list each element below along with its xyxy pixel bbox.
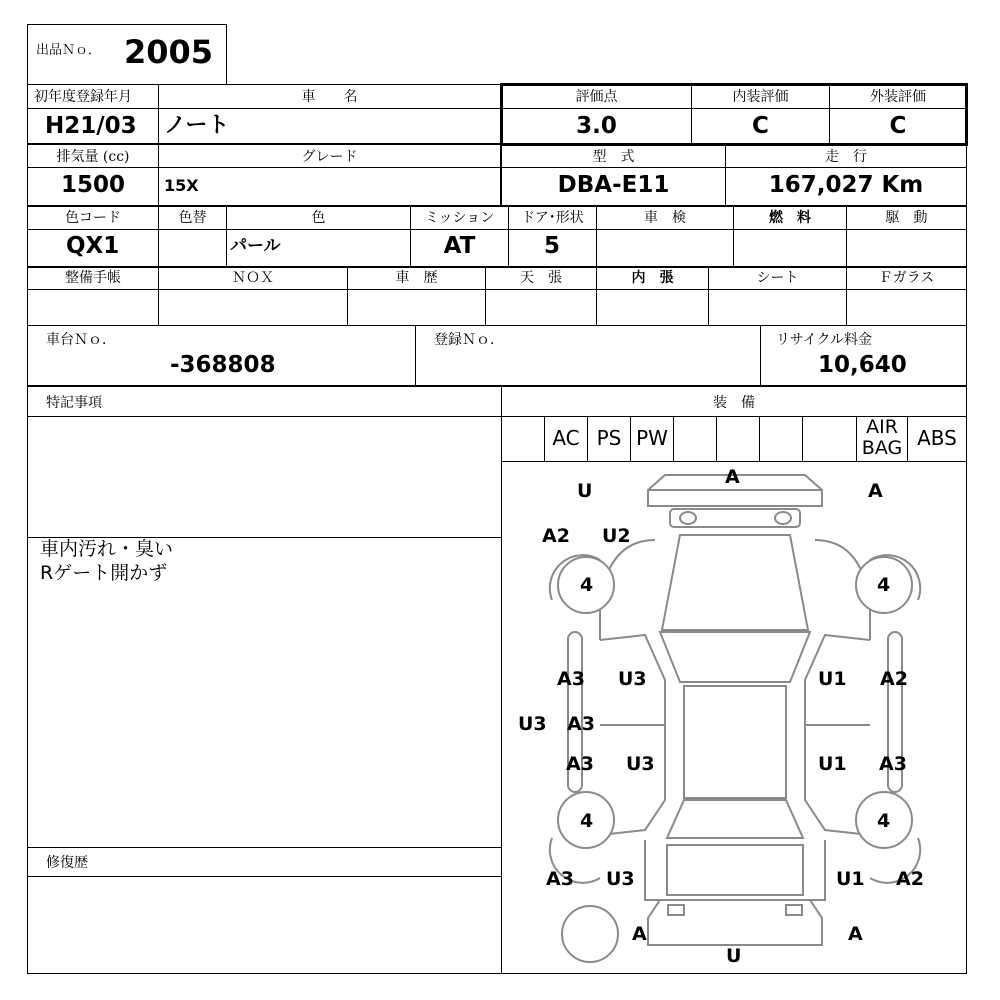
mark-quarter-r-u: U1 [836,868,865,890]
mark-fender-left-a: A2 [542,525,570,547]
lot-value: 2005 [124,33,214,71]
cell-equip-0 [501,416,545,462]
color-code-label: 色コード [65,210,121,226]
mark-door-rl-a: A3 [566,753,594,775]
cell-equip-6 [759,416,803,462]
color-label: 色 [311,210,326,226]
mark-sill-left-a: A3 [567,713,595,735]
interior-label: 内装評価 [732,89,789,105]
hood-outline [662,535,808,630]
mark-door-fr-u: U1 [818,668,847,690]
recycle-label: リサイクル料金 [776,332,873,348]
mark-fender-left-u: U2 [602,525,631,547]
cell-fuel [733,229,847,267]
cell-drive [846,229,967,267]
mark-front-top: A [725,466,740,488]
mark-sill-left-u: U3 [518,713,547,735]
first-reg-label: 初年度登録年月 [34,89,132,105]
note-line-2: Rゲート開かず [40,562,168,584]
cell-equip-5 [716,416,760,462]
fuel-label: 燃 料 [769,210,811,226]
chassis-label: 車台Ｎｏ． [46,332,116,348]
displacement-value: 1500 [60,172,125,198]
rear-hatch-outline [667,845,803,895]
inspection-label: 車 検 [644,210,686,226]
interior-trim-label: 内 張 [631,270,674,286]
rear-bumper-outline [648,900,822,945]
notes-label: 特記事項 [46,395,102,411]
cell-repair-label [27,847,502,877]
cell-maintenance [27,289,159,326]
cell-equip-4 [673,416,717,462]
mark-rear-bottom: U [726,945,742,967]
mission-label: ミッション [424,210,495,226]
seat-label: シート [756,270,799,286]
glass-label: Ｆガラス [878,270,935,286]
cell-interior-trim [596,289,709,326]
mission-value: AT [443,233,476,259]
equip-ps: PS [596,426,622,450]
rear-window-outline [667,800,803,838]
mark-door-fl-u: U3 [618,668,647,690]
cell-inspection [596,229,734,267]
equip-pw: PW [636,426,668,450]
nox-label: ＮＯＸ [232,270,274,286]
mark-quarter-r-a: A2 [896,868,924,890]
mark-quarter-l-a: A3 [546,868,574,890]
mileage-value: 167,027 Km [768,172,924,198]
mark-tire-fr: 4 [877,574,891,596]
mark-front-right: A [868,480,883,502]
cell-equip-7 [802,416,857,462]
mark-door-rl-u: U3 [626,753,655,775]
model-value: DBA-E11 [557,172,670,198]
color-value: パール [230,236,281,256]
mark-door-fl-a: A3 [557,668,585,690]
drive-label: 駆 動 [885,210,928,226]
mark-door-rr-a: A3 [879,753,907,775]
maintenance-label: 整備手帳 [65,270,121,286]
cell-grade [158,167,501,206]
mark-rear-right: A [848,923,863,945]
cell-notes-top [27,416,502,538]
chassis-value: -368808 [170,352,276,378]
cell-repaint [158,229,227,267]
spare-tire-outline [562,906,618,962]
equip-abs: ABS [917,426,957,450]
score-label: 評価点 [575,89,618,105]
car-name-label: 車 名 [301,89,358,105]
first-reg-value: H21/03 [45,113,137,139]
mark-door-fr-a: A2 [880,668,908,690]
cell-repair [27,876,502,974]
cell-roof [485,289,597,326]
windshield-outline [660,632,810,682]
mark-front-left: U [577,480,593,502]
recycle-value: 10,640 [818,352,907,378]
grade-value: 15X [164,176,199,195]
score-value: 3.0 [576,113,617,139]
repaint-label: 色替 [178,210,207,226]
equipment-label: 装 備 [713,395,755,411]
cell-history [347,289,486,326]
mark-rear-left: A [632,923,647,945]
model-label: 型 式 [592,149,635,165]
reg-no-label: 登録Ｎｏ． [434,332,504,348]
interior-value: C [752,113,769,139]
repair-label: 修復歴 [46,855,88,871]
mark-tire-rl: 4 [580,810,594,832]
mark-tire-fl: 4 [580,574,594,596]
cell-nox [158,289,348,326]
mileage-label: 走 行 [825,149,867,165]
car-name-value: ノート [164,113,230,138]
equip-ac: AC [552,426,580,450]
roof-outline [684,686,786,798]
mark-quarter-l-u: U3 [606,868,635,890]
history-label: 車 歴 [395,270,438,286]
color-code-value: QX1 [66,233,120,259]
lot-label: 出品Ｎｏ． [36,43,102,58]
mark-door-rr-u: U1 [818,753,847,775]
note-line-1: 車内汚れ・臭い [40,538,174,560]
equip-airbag: AIR BAG [861,416,903,459]
mark-tire-rr: 4 [877,810,891,832]
exterior-value: C [889,113,907,139]
roof-label: 天 張 [520,270,562,286]
exterior-label: 外装評価 [870,89,926,105]
displacement-label: 排気量 (cc) [56,149,130,165]
door-value: 5 [544,233,561,259]
door-label: ドア･形状 [521,210,584,226]
cell-seat [708,289,847,326]
grade-label: グレード [301,149,358,165]
cell-glass [846,289,967,326]
